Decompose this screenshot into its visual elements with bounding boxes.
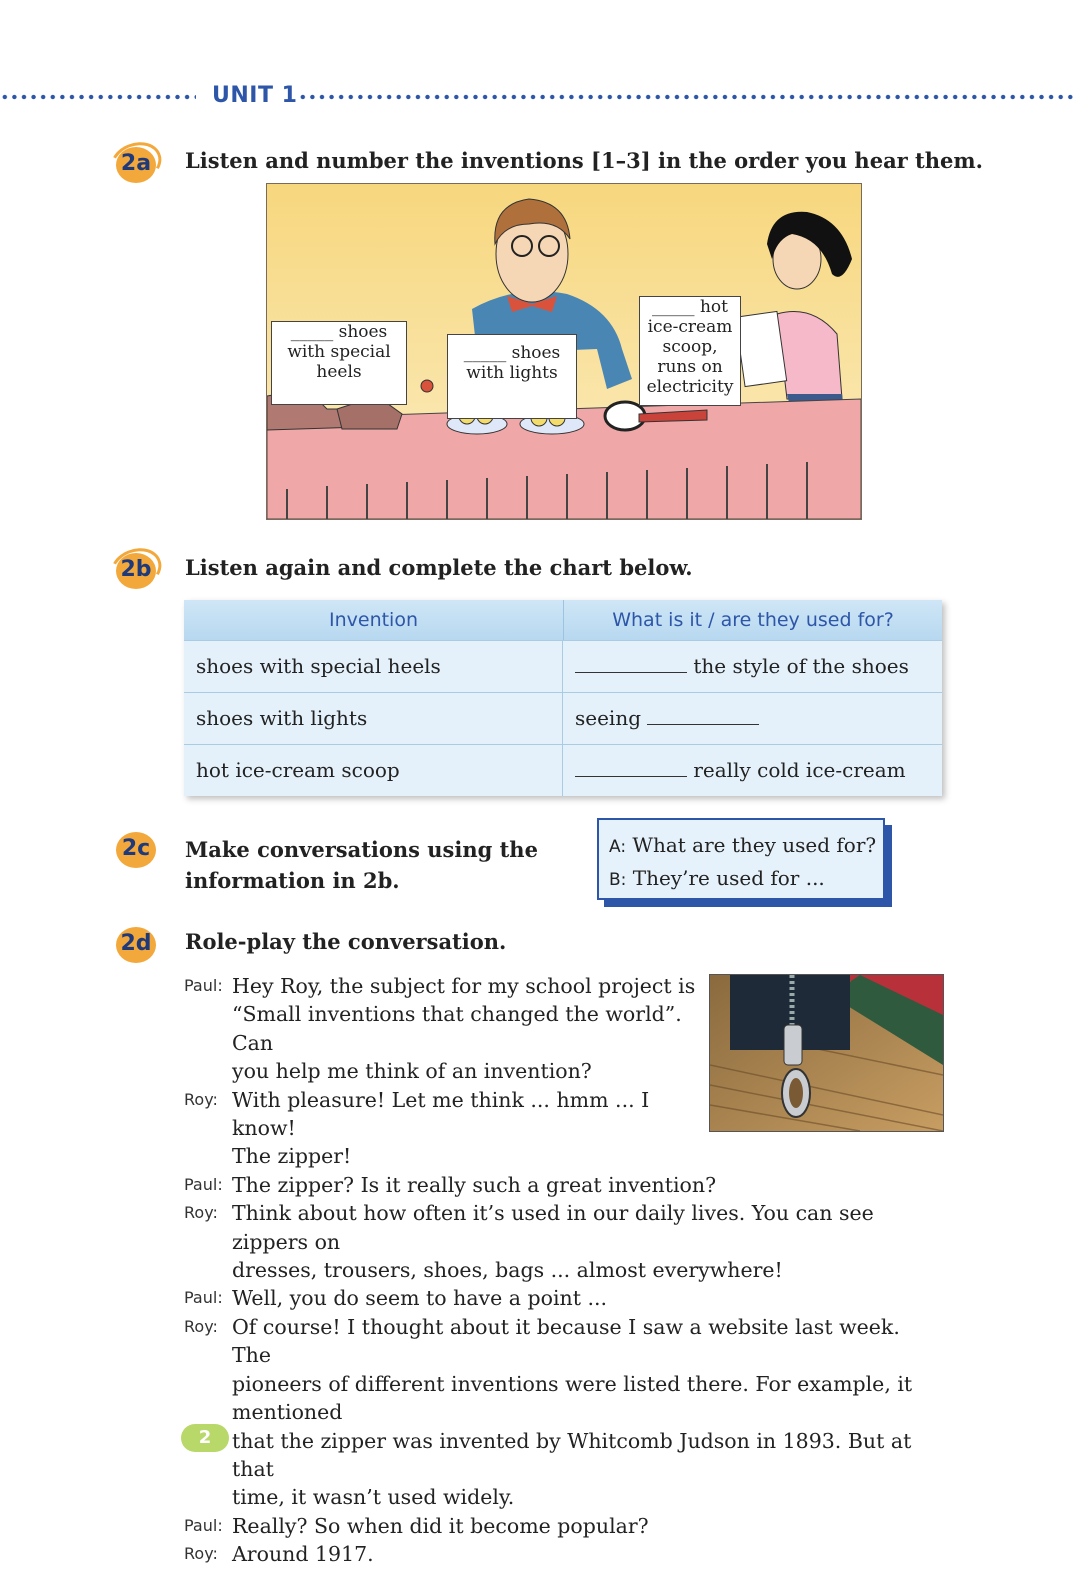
sign-lights: _____ shoes with lights — [447, 334, 577, 419]
section-badge-2d: 2d — [108, 923, 158, 963]
cell-invention: shoes with special heels — [184, 641, 563, 692]
header-invention: Invention — [184, 600, 564, 640]
table-row — [184, 692, 942, 744]
instruction-2c: Make conversations using the information in 2b. — [185, 837, 538, 893]
section-badge-2c: 2c — [108, 828, 158, 868]
fill-blank[interactable] — [647, 704, 759, 725]
sign-icecream-scoop: _____ hot ice-cream scoop, runs on electricity — [639, 296, 741, 406]
cell-invention: hot ice-cream scoop — [184, 745, 563, 796]
example-speech-box — [597, 818, 885, 900]
section-badge-2b: 2b — [108, 549, 158, 589]
table-row — [184, 744, 942, 796]
header-dots-right — [298, 94, 1076, 100]
inventions-illustration — [266, 183, 862, 520]
sign-special-heels: _____ shoes with special heels — [271, 321, 407, 405]
dialogue-line: Roy: With pleasure! Let me think ... hmm ... I know! The zipper! — [184, 1087, 650, 1169]
dialogue-line: Roy: Around 1917. — [184, 1542, 374, 1567]
dialogue-line: Roy: Think about how often it’s used in our daily lives. You can see zippers on dresses, trousers, shoes, bags ... almost everywhere! — [184, 1201, 874, 1283]
header-dots-left — [0, 94, 196, 100]
dialogue-line: Roy: Of course! I thought about it because I saw a website last week. The pioneers of different inventions were listed there. For example, it mentioned that the zipper was invented by Whitcomb Judson in 1893. But at that time, it wasn’t used widely. — [184, 1314, 913, 1510]
invention-chart — [184, 600, 942, 796]
chart-header-row — [184, 600, 942, 640]
header-use: What is it / are they used for? — [612, 609, 894, 631]
cell-invention: shoes with lights — [184, 693, 563, 744]
speech-line-b: B: They’re used for ... — [609, 866, 825, 890]
cell-use: really cold ice-cream — [563, 745, 942, 796]
table-row — [184, 640, 942, 692]
cell-use: seeing — [563, 693, 942, 744]
instruction-2a: Listen and number the inventions [1–3] in the order you hear them. — [185, 148, 983, 173]
page-number: 2 — [181, 1424, 229, 1452]
dialogue — [184, 972, 944, 1569]
speech-line-a: A: What are they used for? — [609, 833, 877, 857]
unit-title: UNIT 1 — [212, 83, 298, 108]
instruction-2b: Listen again and complete the chart below. — [185, 555, 693, 580]
fill-blank[interactable] — [575, 652, 687, 673]
fill-blank[interactable] — [575, 756, 687, 777]
dialogue-line: Paul: The zipper? Is it really such a great invention? — [184, 1172, 717, 1197]
dialogue-line: Paul: Hey Roy, the subject for my school project is “Small inventions that changed the world”. Can you help me think of an invention? — [184, 974, 696, 1084]
dialogue-line: Paul: Really? So when did it become popular? — [184, 1513, 649, 1538]
section-badge-2a: 2a — [108, 143, 158, 183]
dialogue-line: Paul: Well, you do seem to have a point ... — [184, 1286, 608, 1311]
cell-use: the style of the shoes — [563, 641, 942, 692]
instruction-2d: Role-play the conversation. — [185, 929, 507, 954]
